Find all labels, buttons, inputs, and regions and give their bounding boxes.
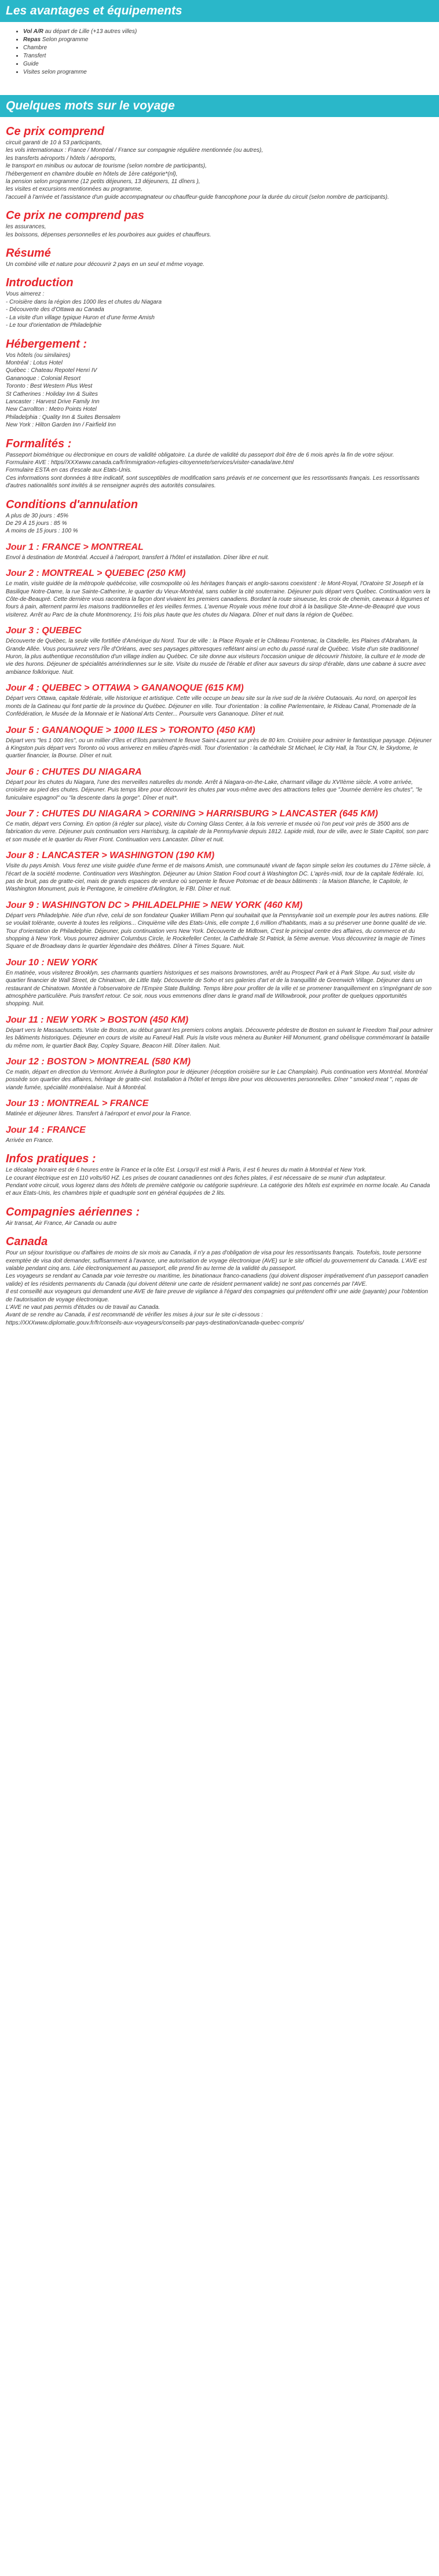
advantage-item-bold: Repas — [23, 37, 41, 43]
text-line: Ces informations sont données à titre indicatif, sont susceptibles de modification sans préavis et ne concernent que les ressortissants français. Les ressortissants d'autres nationalités sont invités à se renseigner auprès des autorités consulaires. — [6, 475, 420, 490]
advantage-item-text: Chambre — [23, 45, 47, 51]
advantage-item — [23, 36, 439, 44]
advantage-item — [23, 28, 439, 36]
day-heading: Jour 2 : MONTREAL > QUEBEC (250 KM) — [6, 568, 186, 579]
text-line: Montréal : Lotus Hotel — [6, 359, 63, 366]
day-description: Matinée et déjeuner libres. Transfert à l'aéroport et envol pour la France. — [6, 1111, 192, 1118]
text-line: Philadelphia : Quality Inn & Suites Bensalem — [6, 414, 120, 421]
text-line: De 29 À 15 jours : 85 % — [6, 520, 67, 527]
text-line: la pension selon programme (12 petits déjeuners, 13 déjeuners, 11 dîners ), — [6, 178, 200, 185]
text-line: Les voyageurs se rendant au Canada par voie terrestre ou maritime, les binationaux franco-canadiens (qui doivent disposer impérativement d'un passeport canadien valide) et les résidents permanents du Canada (qui doivent détenir une carte de résident permanent valide) ne sont pas concernés par l'AVE. — [6, 1273, 429, 1287]
airlines-text: Air transat, Air France, Air Canada ou autre — [6, 1220, 117, 1227]
text-line: L'AVE ne vaut pas permis d'études ou de travail au Canada. — [6, 1304, 160, 1311]
day-heading: Jour 3 : QUEBEC — [6, 626, 82, 636]
advantage-item-text: au départ de Lille (+13 autres villes) — [43, 28, 137, 35]
day-heading: Jour 7 : CHUTES DU NIAGARA > CORNING > HARRISBURG > LANCASTER (645 KM) — [6, 808, 378, 819]
day-heading: Jour 12 : BOSTON > MONTREAL (580 KM) — [6, 1057, 191, 1067]
text-line: https://XXXwww.diplomatie.gouv.fr/fr/conseils-aux-voyageurs/conseils-par-pays-destination/canada-quebec-compris/ — [6, 1319, 304, 1326]
day-description: En matinée, vous visiterez Brooklyn, ses charmants quartiers historiques et ses maisons brownstones, arrêt au Prospect Park et à Park Slope. Au sud, visite du quartier financier de Wall Street, de Chinatown, de Little Italy. Découverte de Soho et ses galeries d'art et de la tranquillité de Greenwich Village. Déjeuner dans un restaurant de Chinatown. Montée à l'observatoire de l'Empire State Building. Temps libre pour profiter de la ville et se promener tranquillement en s'imprégnant de son atmosphère particulière. Puis transfert retour. Ce soir, nous vous emmenons dîner dans le grand mall de Willowbrook, pour profiter de quelques opportunités shopping. Nuit. — [6, 969, 432, 1008]
day-description: Ce matin, départ en direction du Vermont. Arrivée à Burlington pour le déjeuner (réception croisière sur le Lac Champlain). Puis continuation vers Montréal. Montréal possède son quartier des affaires, héritage de gratte-ciel. Installation à l'hôtel et temps libre pour vos découvertes personnelles. Dîner " smoked meat ", repas de viande fumée, spécialité montréalaise. Nuit à Montréal. — [6, 1069, 427, 1091]
day-description: Le matin, visite guidée de la métropole québécoise, ville cosmopolite où les héritages français et anglo-saxons coexistent : le Mont-Royal, l'Oratoire St Joseph et la Basilique Notre-Dame, la rue Sainte-Catherine, le quartier du Vieux-Montréal, sans oublier la cité souterraine. Déjeuner puis départ vers Québec. Continuation vers la Côte-de-Beaupré. Cette dernière vous racontera la façon dont vivaient les premiers canadiens. Bordant la route sinueuse, les croix de chemin, caveaux à légumes et fours à pain, alternent parmi les maisons traditionnelles et les vieilles fermes. L'avenue Royale vous mène tout droit à la basilique Ste-Anne-de-Beaupré que vous visiterez. Arrêt au Parc de la chute Montmorency, 1½ fois plus haute que les chutes du Niagara. Dîner et nuit dans la région de Québec. — [6, 581, 430, 618]
text-line: Vous aimerez : — [6, 291, 45, 298]
day-description: Visite du pays Amish. Vous ferez une visite guidée d'une ferme et de maisons Amish, une communauté vivant de façon simple selon les coutumes du 17ème siècle, à l'écart de la société moderne. Continuation vers Washington. Déjeuner au Union Station Food court à Washington DC. L'après-midi, tour de la capitale fédérale. Ici, pas de bruit, pas de gratte-ciel, mais de grands espaces de verdure où serpente le fleuve Potomac et de beaux bâtiments : la Maison Blanche, le Capitole, le Washington Monument, puis le Pentagone, le cimetière d'Arlington, le FBI. Dîner et nuit. — [6, 863, 431, 893]
excluded-heading: Ce prix ne comprend pas — [6, 209, 144, 222]
canada-heading: Canada — [6, 1235, 48, 1249]
advantage-item-text: Transfert — [23, 53, 46, 59]
cancellation-list — [6, 512, 433, 535]
day-description: Départ vers Philadelphie. Née d'un rêve, celui de son fondateur Quaker William Penn qui souhaitait que la Pennsylvanie soit un exemple pour les autres nations. Elle se voulait tolérante, ouverte à toutes les religions... Cinquième ville des Etats-Unis, elle compte 1,6 million d'habitants, mais a su préserver une bonne qualité de vie. Tour d'orientation de Philadelphie. Déjeuner, puis continuation vers New York. Découverte de Midtown, C'est le principal centre des affaires, du commerce et du shopping à New York. Vous pourrez admirer Columbus Circle, le Rockefeller Center, la Cathédrale St Patrick, la 5ème avenue. Vous découvrirez la magie de Times Square et de Broadway dans le quartier légendaire des théâtres. Dîner à Times Square. Nuit. — [6, 912, 429, 950]
excluded-list — [6, 223, 433, 239]
text-line: Le courant électrique est en 110 volts/60 HZ. Les prises de courant canadiennes ont des fiches plates, il est nécessaire de se munir d'un adaptateur. — [6, 1174, 386, 1181]
text-line: le transport en minibus ou autocar de tourisme (selon nombre de participants), — [6, 163, 207, 170]
day-heading: Jour 5 : GANANOQUE > 1000 ILES > TORONTO (450 KM) — [6, 725, 255, 735]
summary-heading: Résumé — [6, 247, 51, 260]
text-line: les transferts aéroports / hôtels / aéroports, — [6, 155, 116, 162]
formalities-list — [6, 451, 433, 490]
day-heading: Jour 14 : FRANCE — [6, 1125, 86, 1135]
text-line: Le décalage horaire est de 6 heures entre la France et la côte Est. Lorsqu'il est midi à Paris, il est 6 heures du matin à Montréal et New York. — [6, 1167, 367, 1174]
text-line: les visites et excursions mentionnées au programme, — [6, 186, 142, 193]
text-line: l'accueil à l'arrivée et l'assistance d'un guide accompagnateur ou chauffeur-guide francophone pour la durée du circuit (selon nombre de participants). — [6, 194, 389, 200]
day-description: Découverte de Québec, la seule ville fortifiée d'Amérique du Nord. Tour de ville : la Place Royale et le Château Frontenac, la Citadelle, les Plaines d'Abraham, la Grande Allée. Vous poursuivrez vers l'Île d'Orléans, avec ses paysages pittoresques reflétant ainsi un echo du passé rural de Québec. Visite d'un site traditionnel Huron, la plus authentique reconstitution d'un village indien au Québec. Ce site donne aux visiteurs l'occasion unique de découvrir l'histoire, la culture et le mode de vie des hurons. Déjeuner de spécialités amérindiennes sur le site. Visite du musée de l'érable et dîner aux saveurs du sirop d'érable, dans une cabane à sucre avec ambiance folklorique. Nuit. — [6, 638, 426, 676]
day-heading: Jour 6 : CHUTES DU NIAGARA — [6, 767, 142, 777]
advantage-item — [23, 44, 439, 52]
itinerary — [6, 542, 433, 1144]
day-heading: Jour 1 : FRANCE > MONTREAL — [6, 542, 144, 552]
day-description: Envol à destination de Montréal. Accueil à l'aéroport, transfert à l'hôtel et installation. Dîner libre et nuit. — [6, 554, 269, 561]
included-heading: Ce prix comprend — [6, 125, 105, 138]
cancellation-heading: Conditions d'annulation — [6, 498, 138, 511]
day-description: Départ vers le Massachusetts. Visite de Boston, au début garant les premiers colons anglais. Découverte pédestre de Boston en suivant le Freedom Trail pour admirer les bâtiments historiques. Déjeuner en cours de visite au Faneuil Hall. Puis la visite vous mènera au Bunker Hill Monument, grand obélisque commémorant la bataille du même nom, le quartier Back Bay, Copley Square, Beacon Hill. Dîner italien. Nuit. — [6, 1027, 433, 1049]
text-line: Lancaster : Harvest Drive Family Inn — [6, 398, 100, 405]
day-heading: Jour 4 : QUEBEC > OTTAWA > GANANOQUE (615 KM) — [6, 683, 244, 694]
text-line: New York : Hilton Garden Inn / Fairfield Inn — [6, 422, 116, 429]
text-line: l'hébergement en chambre double en hôtels de 1ère catégorie*(nl), — [6, 170, 178, 177]
text-line: Québec : Chateau Repotel Henri IV — [6, 367, 97, 374]
section-banner-about-trip: Quelques mots sur le voyage — [0, 95, 439, 117]
formalities-heading: Formalités : — [6, 437, 72, 450]
airlines-heading: Compagnies aériennes : — [6, 1205, 140, 1218]
day-description: Arrivée en France. — [6, 1137, 54, 1144]
practical-info-list — [6, 1166, 433, 1198]
included-list — [6, 139, 433, 201]
practical-info-heading: Infos pratiques : — [6, 1152, 96, 1166]
text-line: Gananoque : Colonial Resort — [6, 375, 81, 382]
trip-details — [0, 125, 439, 1327]
text-line: - La visite d'un village typique Huron et d'une ferme Amish — [6, 314, 155, 321]
text-line: Pendant votre circuit, vous logerez dans des hôtels de première catégorie ou catégorie supérieure. La catégorie des hôtels est exprimée en norme locale. Au Canada et aux Etats-Unis, les chambres triple et quadruple sont en général équipées de 2 lits. — [6, 1182, 430, 1197]
text-line: les boissons, dépenses personnelles et les pourboires aux guides et chauffeurs. — [6, 231, 211, 238]
day-heading: Jour 10 : NEW YORK — [6, 957, 98, 968]
day-heading: Jour 9 : WASHINGTON DC > PHILADELPHIE > NEW YORK (460 KM) — [6, 900, 303, 910]
advantage-item-text: Selon programme — [41, 37, 89, 43]
day-heading: Jour 8 : LANCASTER > WASHINGTON (190 KM) — [6, 851, 215, 861]
text-line: St Catherines : Holiday Inn & Suites — [6, 391, 98, 397]
text-line: - Découverte des d'Ottawa au Canada — [6, 307, 104, 313]
text-line: A plus de 30 jours : 45% — [6, 512, 69, 519]
advantages-list — [0, 28, 439, 76]
advantage-item-text: Visites selon programme — [23, 69, 87, 75]
text-line: Formulaire ESTA en cas d'escale aux Etats-Unis. — [6, 467, 132, 474]
advantage-item-bold: Vol A/R — [23, 28, 43, 35]
accommodation-list — [6, 352, 433, 429]
text-line: A moins de 15 jours : 100 % — [6, 528, 78, 535]
text-line: Toronto : Best Western Plus West — [6, 383, 93, 390]
day-heading: Jour 13 : MONTREAL > FRANCE — [6, 1099, 149, 1109]
introduction-heading: Introduction — [6, 276, 74, 290]
text-line: les assurances, — [6, 224, 46, 231]
day-description: Ce matin, départ vers Corning. En option (à régler sur place), visite du Corning Glass Center, à la fois verrerie et musée où l'on peut voir près de 3500 ans de fabrication du verre. Déjeuner puis continuation vers Harrisburg, la capitale de la Pennsylvanie depuis 1812. Lapide midi, tour de ville, avec le State Capitol, son parc et son musée et le quartier du River Front. Continuation vers Lancaster. Dîner et nuit. — [6, 820, 429, 843]
advantage-item — [23, 60, 439, 68]
canada-info-list — [6, 1249, 433, 1327]
text-line: circuit garanti de 10 à 53 participants, — [6, 140, 103, 146]
day-heading: Jour 11 : NEW YORK > BOSTON (450 KM) — [6, 1015, 189, 1025]
text-line: - Le tour d'orientation de Philadelphie — [6, 322, 102, 329]
day-description: Départ vers Ottawa, capitale fédérale, ville historique et artistique. Cette ville occupe un beau site sur la rive sud de la rivière Outaouais. Au nord, on aperçoit les monts de la Gatineau qui font partie de la province du Québec. Déjeuner en ville. Tour d'orientation : la colline Parlementaire, le Rideau Canal, Promenade de la Confédération, le Musée de la Monnaie et le National Arts Center... Poursuite vers Gananoque. Dîner et nuit. — [6, 695, 416, 718]
text-line: Vos hôtels (ou similaires) — [6, 352, 71, 359]
advantage-item — [23, 52, 439, 60]
text-line: Passeport biométrique ou électronique en cours de validité obligatoire. La durée de validité du passeport doit être de 6 mois après la fin de votre séjour. — [6, 451, 394, 458]
text-line: Pour un séjour touristique ou d'affaires de moins de six mois au Canada, il n'y a pas d'obligation de visa pour les ressortissants français. Toutefois, toute personne exemptée de visa doit demander, suffisamment à l'avance, une autorisation de voyage électronique (AVE) sur le site officiel du gouvernement du Canada. L'AVE est valable pendant cinq ans. Liée électroniquement au passeport, elle prend fin au terme de la validité du passeport. — [6, 1250, 427, 1272]
day-description: Départ pour les chutes du Niagara, l'une des merveilles naturelles du monde. Arrêt à Niagara-on-the-Lake, charmant village du XVIIème siècle. A votre arrivée, croisière au pied des chutes. Déjeuner. Puis temps libre pour découvrir les chutes par vous-même avec des attractions telles que "Journée derrière les chutes", "le funiculaire espagnol" ou "la descente dans la gorge". Dîner et nuit*. — [6, 779, 422, 801]
advantage-item-text: Guide — [23, 61, 39, 67]
text-line: Avant de se rendre au Canada, il est recommandé de vérifier les mises à jour sur le site ci-dessous : — [6, 1312, 263, 1319]
summary-text: Un combiné ville et nature pour découvrir 2 pays en un seul et même voyage. — [6, 261, 204, 268]
introduction-list — [6, 290, 433, 329]
day-description: Départ vers "les 1 000 Iles", ou un millier d'îles et d'îlots parsèment le fleuve Saint-Laurent sur près de 80 km. Croisière pour admirer le fantastique paysage. Déjeuner à Kingston puis départ vers Toronto où vous arriverez en milieu d'après-midi. Tour d'orientation : la cathédrale St Michael, le City Hall, la Tour CN, le Skydome, le quartier financier, la Bourse. Dîner et nuit. — [6, 737, 432, 760]
accommodation-heading: Hébergement : — [6, 337, 87, 351]
advantage-item — [23, 68, 439, 76]
text-line: Formulaire AVE : https//XXXwww.canada.ca/fr/immigration-refugies-citoyennete/services/visiter-canada/ave.html — [6, 459, 294, 466]
text-line: les vols internationaux : France / Montréal / France sur compagnie régulière mentionnée (ou autres), — [6, 147, 264, 154]
section-banner-advantages: Les avantages et équipements — [0, 0, 439, 22]
text-line: Il est conseillé aux voyageurs qui demandent une AVE de faire preuve de vigilance à l'égard des compagnies qui prétendent offrir une aide (payante) pour l'obtention de l'autorisation de voyage électronique. — [6, 1289, 428, 1303]
text-line: - Croisière dans la région des 1000 Iles et chutes du Niagara — [6, 298, 162, 305]
text-line: New Carrollton : Metro Points Hotel — [6, 406, 97, 413]
